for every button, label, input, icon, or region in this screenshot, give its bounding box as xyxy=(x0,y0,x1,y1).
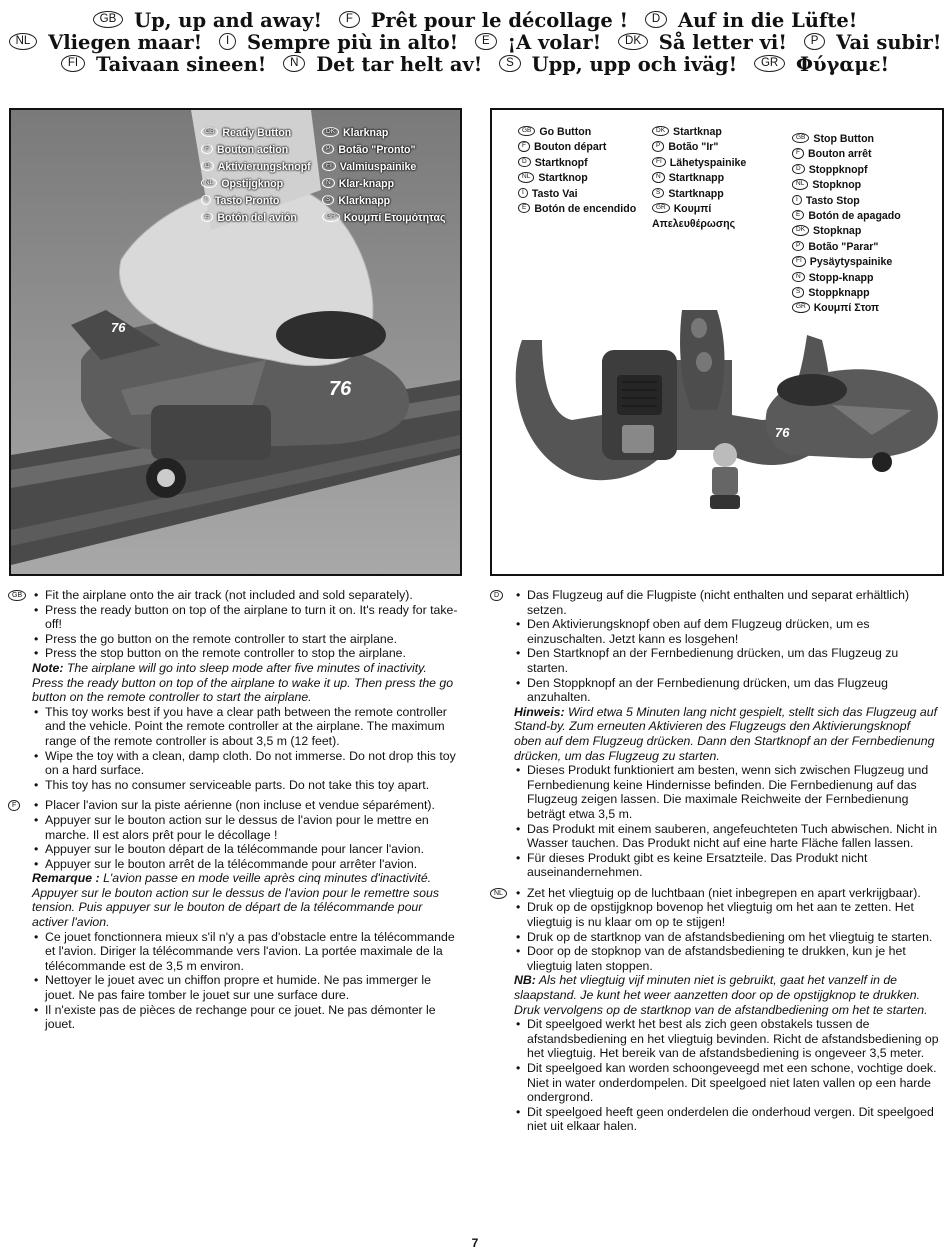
callout-row xyxy=(322,159,446,176)
multilingual-title xyxy=(0,10,950,76)
language-code-badge: FI xyxy=(61,55,85,73)
photo-panel-remote xyxy=(490,108,944,576)
callout-label: Pysäytyspainike xyxy=(809,256,893,269)
callout-row xyxy=(201,159,311,176)
callout-label: Tasto Pronto xyxy=(214,195,280,207)
callout-label: Opstijgknop xyxy=(221,178,284,190)
language-code-badge: P xyxy=(322,144,334,155)
bullet-item: • Dit speelgoed werkt het best als zich geen obstakels tussen de afstandsbediening en het vliegtuig bevinden. Richt de afstandsbediening op het vliegtuig. Het bereik van de afstandsbediening is ongeveer 3,5 meter. xyxy=(514,1017,940,1061)
title-item xyxy=(794,31,942,54)
bullet-list xyxy=(32,588,458,661)
language-code-badge: GR xyxy=(652,203,670,214)
callout-row xyxy=(201,193,311,210)
tail-number-76: 76 xyxy=(111,320,126,335)
bullet-item: • Dit speelgoed heeft geen onderdelen die onderhoud vergen. Dit speelgoed niet uit elkaar halen. xyxy=(514,1105,940,1134)
bullet-list xyxy=(514,763,940,880)
language-code-badge: I xyxy=(518,188,528,199)
callout-row xyxy=(792,286,901,301)
callout-row xyxy=(652,202,746,217)
language-code-badge: F xyxy=(792,148,804,159)
title-item xyxy=(61,53,266,76)
instruction-section xyxy=(8,798,458,1032)
callout-label: Botón del avión xyxy=(217,212,297,224)
callout-label: Botão "Ir" xyxy=(668,141,719,154)
callout-label: Startknapp xyxy=(668,172,725,185)
language-code-badge: F xyxy=(201,144,213,155)
callout-label: Botão "Pronto" xyxy=(338,144,416,156)
language-code-badge: D xyxy=(201,161,214,172)
instruction-section xyxy=(490,886,940,1134)
title-text: Det tar helt av! xyxy=(316,53,483,76)
callout-row xyxy=(201,125,311,142)
callout-row xyxy=(792,255,901,270)
callout-label: Κουμπί Ετοιμότητας xyxy=(343,212,446,224)
bullet-item: • Den Stoppknopf an der Fernbedienung drücken, um das Flugzeug anzuhalten. xyxy=(514,676,940,705)
callout-row xyxy=(518,156,636,171)
bullet-item: • Den Startknopf an der Fernbedienung drücken, um das Flugzeug zu starten. xyxy=(514,646,940,675)
callout-row xyxy=(201,176,311,193)
bullet-item: • Appuyer sur le bouton action sur le dessus de l'avion pour le mettre en marche. Il est alors prêt pour le décollage ! xyxy=(32,813,458,842)
instructions-left-column xyxy=(8,588,458,1038)
callout-stop-button xyxy=(792,132,901,317)
bullet-list xyxy=(514,886,940,974)
language-code-badge: D xyxy=(490,590,503,601)
instruction-section xyxy=(490,588,940,880)
bullet-list xyxy=(32,930,458,1032)
bullet-list xyxy=(514,588,940,705)
go-button xyxy=(691,318,707,338)
title-text: Up, up and away! xyxy=(134,9,323,32)
title-item xyxy=(209,31,458,54)
bullet-item: • Druk op de opstijgknop bovenop het vliegtuig om het aan te zetten. Het vliegtuig is nu klaar om op te stijgen! xyxy=(514,900,940,929)
language-code-badge: NL xyxy=(201,178,217,189)
language-code-badge: DK xyxy=(322,127,339,138)
title-text: Så letter vi! xyxy=(658,31,787,54)
note-text: The airplane will go into sleep mode after five minutes of inactivity. Press the ready button on top of the airplane to wake it up. Then press the go button on the remote controller to start the airplane. xyxy=(32,660,454,705)
callout-label: Stopp-knapp xyxy=(808,271,874,284)
callout-label: Stoppknapp xyxy=(808,287,870,300)
callout-label: Aktivierungsknopf xyxy=(217,161,311,173)
callout-label: Tasto Stop xyxy=(805,194,860,207)
note-label: Hinweis: xyxy=(514,704,565,719)
language-code-badge: DK xyxy=(792,225,809,236)
callout-label: Klarknapp xyxy=(338,195,391,207)
callout-row xyxy=(201,142,311,159)
language-code-badge: GB xyxy=(792,133,809,144)
callout-go-button xyxy=(518,125,636,217)
language-code-badge: F xyxy=(8,800,20,811)
title-text: Φύγαμε! xyxy=(795,53,890,76)
language-code-badge: I xyxy=(219,33,236,51)
callout-row xyxy=(792,240,901,255)
title-text: Vliegen maar! xyxy=(48,31,203,54)
language-code-badge: E xyxy=(475,33,497,51)
language-code-badge: F xyxy=(339,11,360,29)
callout-label: Stopknop xyxy=(812,179,862,192)
callout-label: Startknopf xyxy=(534,156,588,169)
title-text: Vai subir! xyxy=(836,31,942,54)
callout-row xyxy=(792,301,901,316)
language-code-badge: GR xyxy=(754,55,785,73)
bullet-item: • Press the stop button on the remote controller to stop the airplane. xyxy=(32,646,458,661)
bullet-item: • Dieses Produkt funktioniert am besten, wenn sich zwischen Flugzeug und Fernbedienung keine Hindernisse befinden. Die Fernbedienung auf das Flugzeug zeigen lassen. Die maximale Reichweite der Fernbedienung beträgt etwa 3,5 m. xyxy=(514,763,940,821)
callout-label: Klar-knapp xyxy=(338,178,395,190)
language-code-badge: NL xyxy=(518,172,534,183)
callout-row xyxy=(518,171,636,186)
pilot-figure xyxy=(713,443,737,467)
title-item xyxy=(489,53,737,76)
note-text: L'avion passe en mode veille après cinq minutes d'inactivité. Appuyer sur le bouton action sur le dessus de l'avion pour le remettre sous tension. Puis appuyer sur le bouton de départ de la télécommande pour activer l'avion. xyxy=(32,871,440,930)
callout-label: Κουμπί Στοπ xyxy=(813,302,880,315)
language-code-badge: FI xyxy=(652,157,666,168)
callout-label: Stoppknopf xyxy=(808,163,868,176)
callout-row xyxy=(322,142,446,159)
callout-label: Go Button xyxy=(539,126,592,138)
callout-label: Botón de apagado xyxy=(808,210,901,223)
language-code-badge: P xyxy=(792,241,804,252)
title-item xyxy=(329,9,628,32)
callout-row xyxy=(792,147,901,162)
callout-ready-button-col1 xyxy=(201,125,311,227)
callout-row xyxy=(518,125,636,140)
language-code-badge: E xyxy=(792,210,804,221)
callout-row xyxy=(652,156,746,171)
callout-ready-button-col2 xyxy=(322,125,446,227)
language-code-badge: NL xyxy=(490,888,507,899)
callout-row xyxy=(652,140,746,155)
note-paragraph xyxy=(32,661,458,705)
stop-button xyxy=(696,352,712,372)
bullet-item: • Fit the airplane onto the air track (not included and sold separately). xyxy=(32,588,458,603)
callout-row xyxy=(652,125,746,140)
callout-row xyxy=(792,209,901,224)
callout-label: Botón de encendido xyxy=(534,203,637,216)
callout-row xyxy=(322,176,446,193)
note-label: Remarque : xyxy=(32,871,100,886)
language-code-badge: S xyxy=(792,287,804,298)
language-code-badge: P xyxy=(804,33,826,51)
language-code-badge: D xyxy=(792,164,805,175)
bullet-item: • Il n'existe pas de pièces de rechange pour ce jouet. Ne pas démonter le jouet. xyxy=(32,1003,458,1032)
callout-row xyxy=(518,187,636,202)
bullet-item: • Placer l'avion sur la piste aérienne (non incluse et vendue séparément). xyxy=(32,798,458,813)
language-code-badge: N xyxy=(322,178,335,189)
bullet-item: • This toy works best if you have a clear path between the remote controller and the vehicle. Point the remote controller at the airplane. The maximum range of the remote controller is about 3,5 m (12 feet). xyxy=(32,705,458,749)
callout-row xyxy=(322,193,446,210)
language-code-badge: N xyxy=(283,55,305,73)
title-item xyxy=(9,31,203,54)
bullet-item: • Door op de stopknop van de afstandsbediening te drukken, kun je het vliegtuig laten stoppen. xyxy=(514,944,940,973)
language-code-badge: D xyxy=(645,11,667,29)
plane-number-76: 76 xyxy=(329,378,352,400)
title-item xyxy=(608,31,787,54)
page-number: 7 xyxy=(471,1236,479,1250)
bullet-item: • Press the ready button on top of the airplane to turn it on. It's ready for take-off! xyxy=(32,603,458,632)
note-text: Wird etwa 5 Minuten lang nicht gespielt, stellt sich das Flugzeug auf Stand-by. Zum erneuten Aktivieren des Flugzeugs den Aktivierungsknopf oben auf dem Flugzeug drücken. Dann den Startknopf an der Fernbedienung drücken, um das Flugzeug zu starten. xyxy=(514,704,937,763)
bullet-item: • Appuyer sur le bouton départ de la télécommande pour lancer l'avion. xyxy=(32,842,458,857)
bullet-item: • This toy has no consumer serviceable parts. Do not take this toy apart. xyxy=(32,778,458,793)
language-code-badge: GB xyxy=(8,590,26,601)
note-paragraph xyxy=(32,871,458,929)
language-code-badge: S xyxy=(322,195,334,206)
language-code-badge: GB xyxy=(93,11,124,29)
callout-row xyxy=(792,271,901,286)
callout-label: Απελευθέρωσης xyxy=(652,218,736,231)
callout-row xyxy=(792,224,901,239)
callout-row xyxy=(652,187,746,202)
language-code-badge: S xyxy=(652,188,664,199)
bullet-item: • Nettoyer le jouet avec un chiffon propre et humide. Ne pas immerger le jouet. Ne pas faire tomber le jouet sur une surface dure. xyxy=(32,973,458,1002)
bullet-list xyxy=(514,1017,940,1134)
callout-label: Startknop xyxy=(538,172,588,185)
callout-label: Lähetyspainike xyxy=(669,156,747,169)
callout-label: Bouton départ xyxy=(533,141,607,154)
callout-label: Botão "Parar" xyxy=(808,240,879,253)
language-code-badge: P xyxy=(652,141,664,152)
photo-panel-ready-button xyxy=(9,108,462,576)
language-code-badge: FI xyxy=(322,161,336,172)
callout-label: Valmiuspainike xyxy=(339,161,417,173)
language-code-badge: NL xyxy=(9,33,38,51)
bullet-item: • Für dieses Produkt gibt es keine Ersatzteile. Das Produkt nicht auseinandernehmen. xyxy=(514,851,940,880)
callout-row xyxy=(322,125,446,142)
bullet-list xyxy=(32,798,458,871)
callout-label: Klarknap xyxy=(343,127,389,139)
title-text: Prêt pour le décollage ! xyxy=(370,9,629,32)
language-code-badge: E xyxy=(518,203,530,214)
callout-label: Stopknap xyxy=(813,225,862,238)
title-item xyxy=(273,53,482,76)
title-line xyxy=(0,54,950,76)
note-text: Als het vliegtuig vijf minuten niet is gebruikt, gaat het vanzelf in de slaapstand. Je kunt het weer aanzetten door op de opstijgknop te drukken. Druk vervolgens op de startknop van de afstandbediening om het te starten. xyxy=(514,973,928,1017)
language-code-badge: N xyxy=(652,172,665,183)
title-text: Sempre più in alto! xyxy=(247,31,459,54)
language-code-badge: DK xyxy=(652,126,669,137)
bullet-item: • Press the go button on the remote controller to start the airplane. xyxy=(32,632,458,647)
bullet-item: • Wipe the toy with a clean, damp cloth. Do not immerse. Do not drop this toy on a hard surface. xyxy=(32,749,458,778)
callout-row xyxy=(652,217,746,232)
bullet-item: • Dit speelgoed kan worden schoongeveegd met een schone, vochtige doek. Niet in water onderdompelen. Dit speelgoed niet laten vallen op een harde ondergrond. xyxy=(514,1061,940,1105)
callout-row xyxy=(792,178,901,193)
ready-button xyxy=(276,311,386,359)
language-code-badge: GB xyxy=(518,126,535,137)
callout-row xyxy=(518,202,636,217)
bullet-item: • Den Aktivierungsknopf oben auf dem Flugzeug drücken, um es einzuschalten. Jetzt kann es losgehen! xyxy=(514,617,940,646)
language-code-badge: N xyxy=(792,272,805,283)
language-code-badge: DK xyxy=(618,33,648,51)
bullet-item: • Ce jouet fonctionnera mieux s'il n'y a pas d'obstacle entre la télécommande et l'avion. Diriger la télécommande vers l'avion. La portée maximale de la télécommande est de 3,5 m environ. xyxy=(32,930,458,974)
callout-label: Ready Button xyxy=(222,127,292,139)
note-label: NB: xyxy=(514,973,536,988)
note-label: Note: xyxy=(32,660,64,675)
callout-go-button-col2 xyxy=(652,125,746,233)
callout-row xyxy=(201,210,311,227)
callout-label: Stop Button xyxy=(813,133,875,145)
language-code-badge: D xyxy=(518,157,531,168)
callout-row xyxy=(792,194,901,209)
callout-row xyxy=(792,132,901,147)
callout-label: Tasto Vai xyxy=(531,187,578,200)
title-item xyxy=(744,53,889,76)
language-code-badge: I xyxy=(792,195,802,206)
bullet-item: • Appuyer sur le bouton arrêt de la télécommande pour arrêter l'avion. xyxy=(32,857,458,872)
bullet-item: • Das Produkt mit einem sauberen, angefeuchteten Tuch abwischen. Nicht in Wasser tauchen. Das Produkt nicht auf eine harte Fläche fallen lassen. xyxy=(514,822,940,851)
callout-row xyxy=(518,140,636,155)
language-code-badge: FI xyxy=(792,256,806,267)
language-code-badge: E xyxy=(201,212,213,223)
callout-row xyxy=(792,163,901,178)
callout-label: Κουμπί xyxy=(673,203,712,216)
language-code-badge: GR xyxy=(322,212,340,223)
callout-label: Bouton action xyxy=(216,144,289,156)
language-code-badge: S xyxy=(499,55,521,73)
title-text: Upp, upp och iväg! xyxy=(531,53,738,76)
instruction-section xyxy=(8,588,458,792)
language-code-badge: I xyxy=(201,195,211,206)
title-item xyxy=(93,9,322,32)
callout-row xyxy=(322,210,446,227)
title-text: Auf in die Lüfte! xyxy=(678,9,858,32)
title-text: Taivaan sineen! xyxy=(95,53,267,76)
title-line xyxy=(0,32,950,54)
language-code-badge: GR xyxy=(792,302,810,313)
plane-number-76-right: 76 xyxy=(775,425,790,440)
callout-label: Bouton arrêt xyxy=(807,148,872,161)
callout-label: Startknap xyxy=(673,126,722,138)
note-paragraph xyxy=(514,973,940,1017)
bullet-item: • Zet het vliegtuig op de luchtbaan (niet inbegrepen en apart verkrijgbaar). xyxy=(514,886,940,901)
language-code-badge: GB xyxy=(201,127,218,138)
instructions-right-column xyxy=(490,588,940,1140)
bullet-item: • Das Flugzeug auf die Flugpiste (nicht enthalten und separat erhältlich) setzen. xyxy=(514,588,940,617)
callout-label: Startknapp xyxy=(668,187,724,200)
note-paragraph xyxy=(514,705,940,763)
title-text: ¡A volar! xyxy=(507,31,602,54)
bullet-item: • Druk op de startknop van de afstandsbediening om het vliegtuig te starten. xyxy=(514,930,940,945)
language-code-badge: NL xyxy=(792,179,808,190)
callout-row xyxy=(652,171,746,186)
title-item xyxy=(465,31,601,54)
bullet-list xyxy=(32,705,458,793)
title-line xyxy=(0,10,950,32)
language-code-badge: F xyxy=(518,141,530,152)
title-item xyxy=(635,9,857,32)
